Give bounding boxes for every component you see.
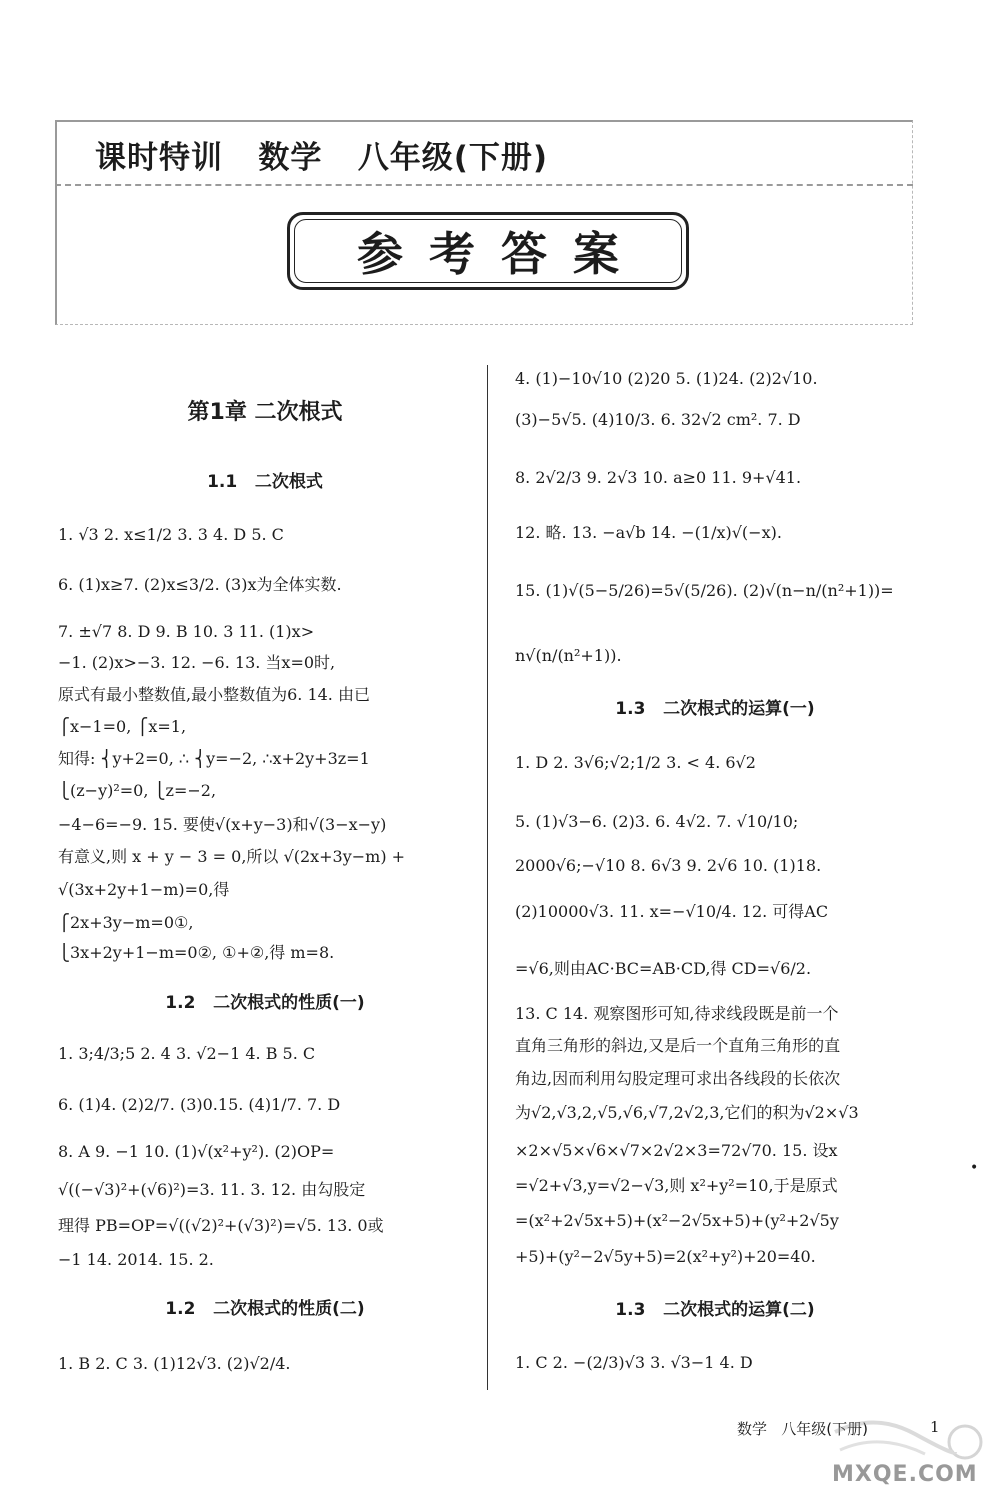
watermark-text: MXQE.COM: [832, 1462, 978, 1487]
answer-line: 角边,因而利用勾股定理可求出各线段的长依次: [515, 1069, 841, 1088]
answer-line: 1. √3 2. x≤1/2 3. 3 4. D 5. C: [58, 525, 284, 544]
page-number: 1: [930, 1418, 940, 1436]
chapter-title: 第1章 二次根式: [187, 400, 343, 425]
answer-line: +5)+(y²−2√5y+5)=2(x²+y²)+20=40.: [515, 1247, 816, 1266]
answer-line: ⎧x−1=0, ⎧x=1,: [58, 717, 187, 736]
answer-line: 15. (1)√(5−5/26)=5√(5/26). (2)√(n−n/(n²+1))=: [515, 581, 894, 600]
section-title: 1.3 二次根式的运算(二): [615, 1300, 815, 1320]
column-divider: [487, 365, 488, 1390]
answer-line: (3)−5√5. (4)10/3. 6. 32√2 cm². 7. D: [515, 410, 801, 429]
section-title: 1.3 二次根式的运算(一): [615, 699, 815, 719]
answer-line: 为√2,√3,2,√5,√6,√7,2√2,3,它们的积为√2×√3: [515, 1103, 859, 1122]
answer-line: 原式有最小整数值,最小整数值为6. 14. 由已: [58, 685, 370, 704]
answer-line: =√6,则由AC·BC=AB·CD,得 CD=√6/2.: [515, 959, 812, 978]
answer-line: 4. (1)−10√10 (2)20 5. (1)24. (2)2√10.: [515, 369, 818, 388]
answer-line: =(x²+2√5x+5)+(x²−2√5x+5)+(y²+2√5y: [515, 1211, 839, 1230]
answer-line: −1. (2)x>−3. 12. −6. 13. 当x=0时,: [58, 653, 336, 672]
footer-label: 数学 八年级(下册): [737, 1420, 869, 1438]
answer-line: 理得 PB=OP=√((√2)²+(√3)²)=√5. 13. 0或: [58, 1216, 384, 1235]
answer-line: 2000√6;−√10 8. 6√3 9. 2√6 10. (1)18.: [515, 856, 822, 875]
stray-dot: •: [970, 1160, 979, 1176]
answer-line: ⎧2x+3y−m=0①,: [58, 913, 194, 932]
answer-line: 6. (1)x≥7. (2)x≤3/2. (3)x为全体实数.: [58, 575, 342, 594]
answer-line: 6. (1)4. (2)2/7. (3)0.15. (4)1/7. 7. D: [58, 1095, 341, 1114]
answer-line: (2)10000√3. 11. x=−√10/4. 12. 可得AC: [515, 902, 829, 921]
header-divider: [55, 184, 913, 186]
answer-line: 13. C 14. 观察图形可知,待求线段既是前一个: [515, 1004, 839, 1023]
answer-line: 8. 2√2/3 9. 2√3 10. a≥0 11. 9+√41.: [515, 468, 802, 487]
answer-line: 知得: ⎨y+2=0, ∴ ⎨y=−2, ∴x+2y+3z=1: [58, 749, 370, 768]
answer-line: ×2×√5×√6×√7×2√2×3=72√70. 15. 设x: [515, 1141, 838, 1160]
answer-line: 8. A 9. −1 10. (1)√(x²+y²). (2)OP=: [58, 1142, 335, 1161]
section-title: 1.1 二次根式: [207, 472, 323, 492]
answer-line: √((−√3)²+(√6)²)=3. 11. 3. 12. 由勾股定: [58, 1180, 366, 1199]
answer-line: =√2+√3,y=√2−√3,则 x²+y²=10,于是原式: [515, 1176, 838, 1195]
answer-line: n√(n/(n²+1)).: [515, 646, 622, 665]
answer-line: 有意义,则 x + y − 3 = 0,所以 √(2x+3y−m) +: [58, 847, 406, 866]
answers-banner: 参考答案: [357, 227, 645, 281]
answer-line: √(3x+2y+1−m)=0,得: [58, 880, 230, 899]
answer-line: ⎩(z−y)²=0, ⎩z=−2,: [58, 781, 217, 800]
answer-line: 1. 3;4/3;5 2. 4 3. √2−1 4. B 5. C: [58, 1044, 316, 1063]
answer-line: 12. 略. 13. −a√b 14. −(1/x)√(−x).: [515, 523, 782, 542]
section-title: 1.2 二次根式的性质(二): [165, 1299, 365, 1319]
answer-line: 1. C 2. −(2/3)√3 3. √3−1 4. D: [515, 1353, 753, 1372]
answer-line: 直角三角形的斜边,又是后一个直角三角形的直: [515, 1036, 841, 1055]
answer-line: −1 14. 2014. 15. 2.: [58, 1250, 214, 1269]
answer-line: −4−6=−9. 15. 要使√(x+y−3)和√(3−x−y): [58, 815, 387, 834]
answer-line: ⎩3x+2y+1−m=0②, ①+②,得 m=8.: [58, 943, 335, 962]
answer-line: 1. D 2. 3√6;√2;1/2 3. < 4. 6√2: [515, 753, 756, 772]
answer-line: 1. B 2. C 3. (1)12√3. (2)√2/4.: [58, 1354, 291, 1373]
answer-line: 5. (1)√3−6. (2)3. 6. 4√2. 7. √10/10;: [515, 812, 799, 831]
book-title: 课时特训 数学 八年级(下册): [95, 140, 549, 176]
section-title: 1.2 二次根式的性质(一): [165, 993, 365, 1013]
answer-line: 7. ±√7 8. D 9. B 10. 3 11. (1)x>: [58, 622, 315, 641]
